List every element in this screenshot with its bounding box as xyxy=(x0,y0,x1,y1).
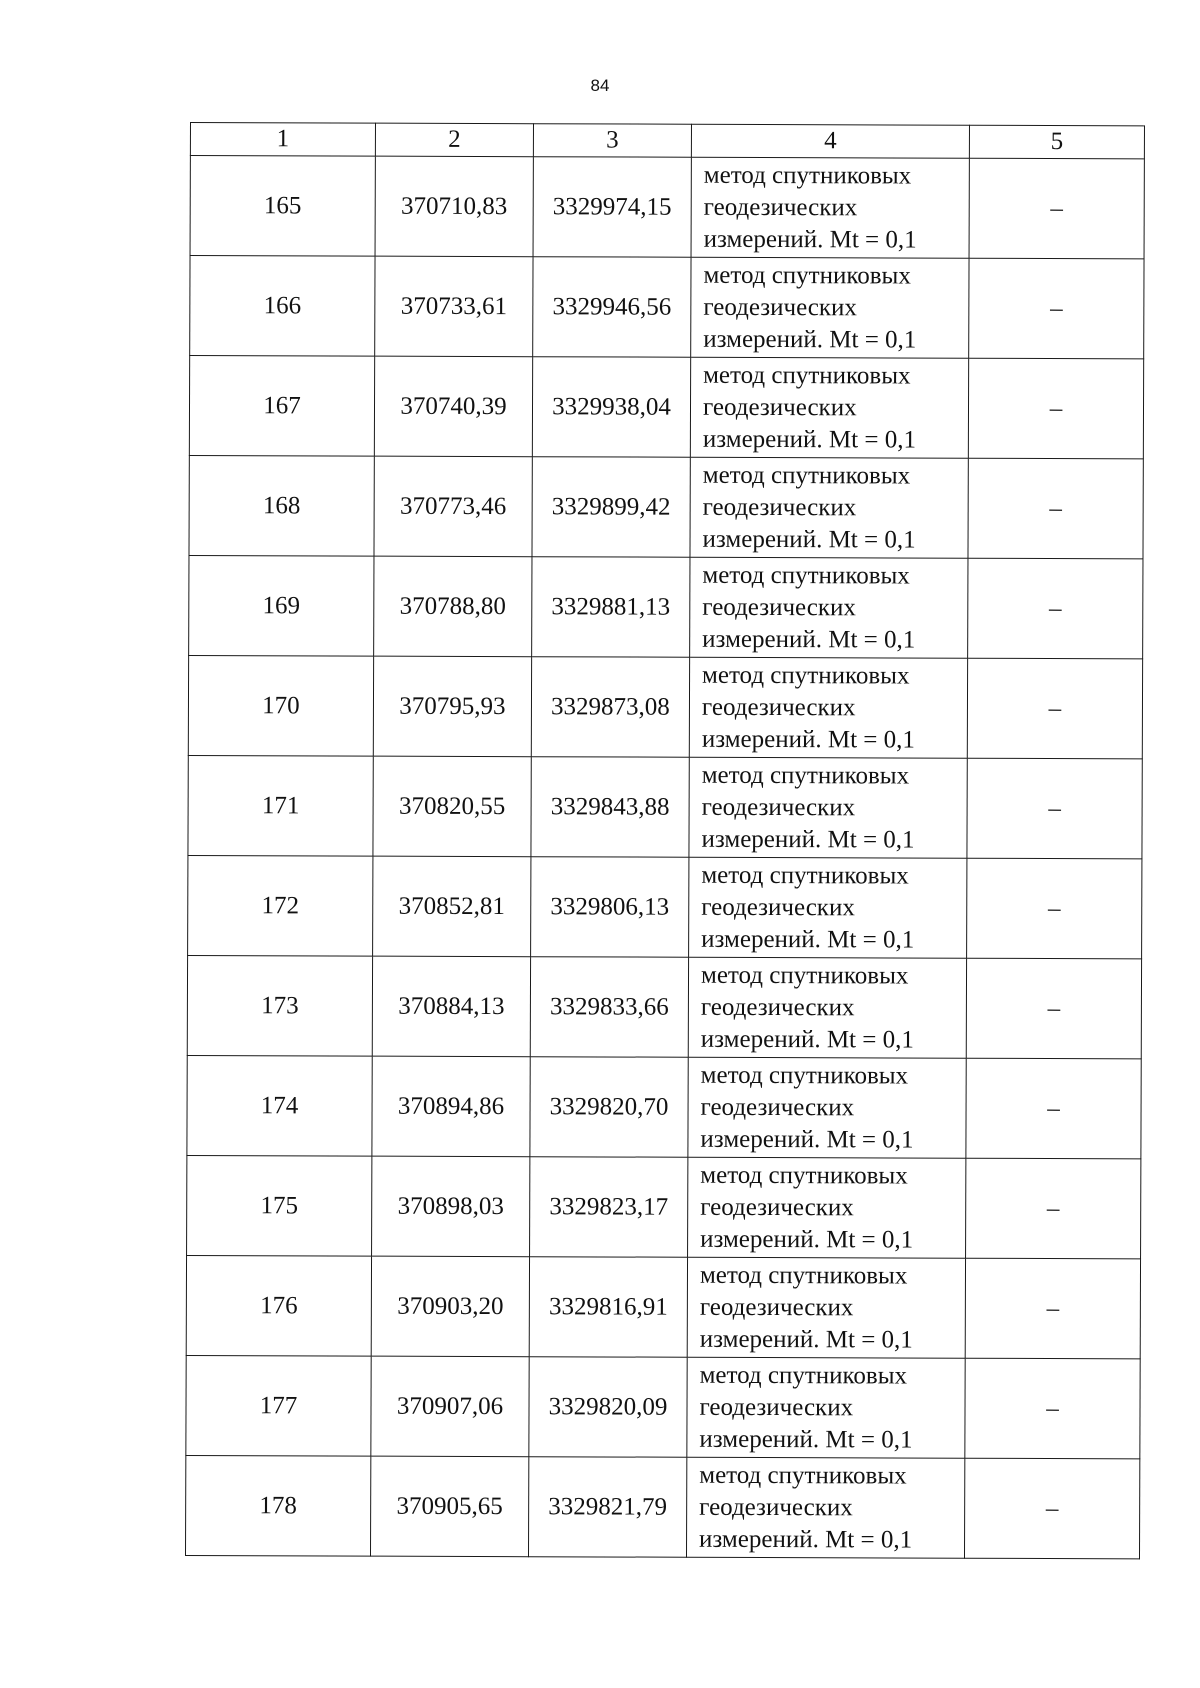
point-number-cell: 174 xyxy=(187,1055,372,1156)
coordinate-x-cell: 370740,39 xyxy=(374,356,532,457)
method-text-line: метод спутниковых xyxy=(703,261,911,290)
method-cell xyxy=(690,457,968,558)
note-cell: – xyxy=(966,958,1141,1059)
method-text-line: метод спутниковых xyxy=(699,1361,908,1390)
method-text-line: метод спутниковых xyxy=(699,1261,908,1290)
method-cell xyxy=(691,257,969,358)
coordinate-y-cell: 3329820,09 xyxy=(529,1357,687,1458)
coordinates-table xyxy=(185,122,1145,1559)
method-text-line: измерений. Mt = 0,1 xyxy=(701,725,915,754)
point-number-cell: 172 xyxy=(188,855,373,956)
table-row xyxy=(190,256,1144,359)
method-cell xyxy=(688,1157,966,1258)
point-number-cell: 168 xyxy=(189,455,374,556)
method-text-line: геодезических xyxy=(699,1293,854,1321)
point-number-cell: 173 xyxy=(187,955,372,1056)
note-cell: – xyxy=(966,1058,1141,1159)
method-cell xyxy=(686,1457,964,1558)
note-cell: – xyxy=(964,1458,1139,1559)
column-header-4: 4 xyxy=(691,124,969,158)
coordinate-x-cell: 370898,03 xyxy=(372,1156,530,1257)
coordinate-x-cell: 370903,20 xyxy=(371,1256,529,1357)
method-text-line: геодезических xyxy=(703,293,857,321)
method-cell xyxy=(690,357,968,458)
coordinate-y-cell: 3329816,91 xyxy=(529,1257,687,1358)
coordinate-y-cell: 3329873,08 xyxy=(531,657,689,758)
method-text-line: геодезических xyxy=(703,193,858,221)
note-cell: – xyxy=(965,1258,1140,1359)
method-text-line: измерений. Mt = 0,1 xyxy=(699,1425,913,1454)
coordinate-x-cell: 370884,13 xyxy=(372,956,530,1057)
method-text-line: измерений. Mt = 0,1 xyxy=(703,225,917,254)
point-number-cell: 177 xyxy=(186,1355,371,1456)
coordinate-y-cell: 3329821,79 xyxy=(528,1457,686,1558)
method-text-line: геодезических xyxy=(701,693,856,721)
method-cell xyxy=(689,657,967,758)
method-cell xyxy=(690,557,968,658)
method-text-line: метод спутниковых xyxy=(702,461,911,490)
coordinate-x-cell: 370894,86 xyxy=(372,1056,530,1157)
coordinate-y-cell: 3329881,13 xyxy=(532,557,690,658)
column-header-2: 2 xyxy=(375,123,533,157)
method-text-line: геодезических xyxy=(702,593,856,621)
coordinate-x-cell: 370710,83 xyxy=(375,156,533,257)
method-cell xyxy=(691,157,969,258)
table-row xyxy=(188,855,1142,958)
coordinate-x-cell: 370907,06 xyxy=(371,1356,529,1457)
table-body xyxy=(185,156,1144,1559)
method-text-line: метод спутниковых xyxy=(699,1461,907,1490)
coordinate-x-cell: 370788,80 xyxy=(374,556,532,657)
column-header-3: 3 xyxy=(533,124,691,158)
coordinate-x-cell: 370905,65 xyxy=(370,1456,528,1557)
method-text-line: метод спутниковых xyxy=(700,1061,909,1090)
point-number-cell: 166 xyxy=(190,256,375,357)
point-number-cell: 170 xyxy=(188,655,373,756)
method-text-line: геодезических xyxy=(702,493,857,521)
note-cell: – xyxy=(968,458,1143,559)
table-header-row xyxy=(190,123,1144,159)
method-text-line: метод спутниковых xyxy=(700,961,909,990)
method-text-line: метод спутниковых xyxy=(702,661,910,690)
point-number-cell: 165 xyxy=(190,156,375,257)
table-row xyxy=(187,955,1141,1058)
note-cell: – xyxy=(969,158,1144,259)
coordinate-y-cell: 3329823,17 xyxy=(530,1157,688,1258)
coordinate-y-cell: 3329806,13 xyxy=(531,857,689,958)
method-text-line: измерений. Mt = 0,1 xyxy=(699,1325,913,1354)
column-header-1: 1 xyxy=(190,123,375,157)
method-text-line: геодезических xyxy=(702,393,857,421)
note-cell: – xyxy=(967,758,1142,859)
point-number-cell: 171 xyxy=(188,755,373,856)
method-text-line: измерений. Mt = 0,1 xyxy=(700,1025,914,1054)
note-cell: – xyxy=(965,1358,1140,1459)
method-text-line: измерений. Mt = 0,1 xyxy=(702,625,916,654)
method-text-line: измерений. Mt = 0,1 xyxy=(699,1525,913,1554)
method-text-line: геодезических xyxy=(700,993,855,1021)
note-cell: – xyxy=(968,358,1143,459)
method-text-line: метод спутниковых xyxy=(701,761,910,790)
column-header-5: 5 xyxy=(969,125,1144,159)
method-text-line: измерений. Mt = 0,1 xyxy=(702,525,916,554)
method-text-line: метод спутниковых xyxy=(703,361,911,390)
method-text-line: измерений. Mt = 0,1 xyxy=(703,325,917,354)
method-cell xyxy=(687,1357,965,1458)
coordinate-y-cell: 3329820,70 xyxy=(530,1057,688,1158)
coordinate-y-cell: 3329899,42 xyxy=(532,457,690,558)
table-row xyxy=(189,356,1143,459)
table-row xyxy=(189,455,1143,558)
method-cell xyxy=(689,757,967,858)
table-row xyxy=(186,1355,1140,1458)
note-cell: – xyxy=(967,858,1142,959)
note-cell: – xyxy=(969,258,1144,359)
coordinate-x-cell: 370820,55 xyxy=(373,756,531,857)
page-number: 84 xyxy=(590,76,610,95)
method-text-line: геодезических xyxy=(700,1093,855,1121)
coordinate-y-cell: 3329938,04 xyxy=(532,357,690,458)
method-text-line: геодезических xyxy=(699,1493,853,1521)
point-number-cell: 178 xyxy=(185,1455,370,1556)
method-cell xyxy=(688,1057,966,1158)
method-text-line: измерений. Mt = 0,1 xyxy=(700,1125,914,1154)
method-text-line: измерений. Mt = 0,1 xyxy=(702,425,917,454)
method-text-line: геодезических xyxy=(701,793,856,821)
point-number-cell: 175 xyxy=(187,1155,372,1256)
table-row xyxy=(185,1455,1139,1558)
table-row xyxy=(189,555,1143,658)
table-row xyxy=(187,1055,1141,1158)
point-number-cell: 167 xyxy=(189,356,374,457)
method-cell xyxy=(687,1257,965,1358)
method-text-line: метод спутниковых xyxy=(700,1161,908,1190)
coordinate-y-cell: 3329833,66 xyxy=(530,957,688,1058)
note-cell: – xyxy=(968,558,1143,659)
method-text-line: геодезических xyxy=(701,893,855,921)
note-cell: – xyxy=(966,1158,1141,1259)
point-number-cell: 169 xyxy=(189,555,374,656)
point-number-cell: 176 xyxy=(186,1255,371,1356)
method-text-line: метод спутниковых xyxy=(703,161,912,190)
table-row xyxy=(188,655,1142,758)
table-row xyxy=(188,755,1142,858)
method-text-line: измерений. Mt = 0,1 xyxy=(701,925,915,954)
method-text-line: измерений. Mt = 0,1 xyxy=(701,825,915,854)
method-text-line: измерений. Mt = 0,1 xyxy=(700,1225,914,1254)
coordinate-x-cell: 370852,81 xyxy=(373,856,531,957)
table-row xyxy=(187,1155,1141,1258)
method-text-line: метод спутниковых xyxy=(702,561,910,590)
coordinate-y-cell: 3329974,15 xyxy=(533,157,691,258)
coordinate-x-cell: 370773,46 xyxy=(374,456,532,557)
method-text-line: метод спутниковых xyxy=(701,861,909,890)
coordinate-x-cell: 370795,93 xyxy=(373,656,531,757)
coordinate-y-cell: 3329843,88 xyxy=(531,757,689,858)
note-cell: – xyxy=(967,658,1142,759)
method-text-line: геодезических xyxy=(699,1393,854,1421)
method-cell xyxy=(689,857,967,958)
method-cell xyxy=(688,957,966,1058)
table-row xyxy=(190,156,1144,259)
method-text-line: геодезических xyxy=(700,1193,854,1221)
table-row xyxy=(186,1255,1140,1358)
coordinate-x-cell: 370733,61 xyxy=(375,256,533,357)
coordinate-y-cell: 3329946,56 xyxy=(533,257,691,358)
